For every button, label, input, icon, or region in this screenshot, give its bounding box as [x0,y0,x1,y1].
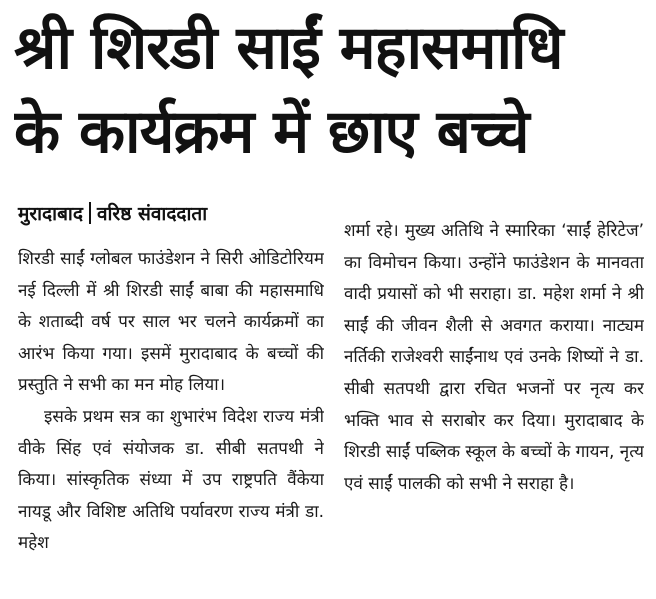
byline-divider [89,202,91,224]
article-paragraph-1: शिरडी साईं ग्लोबल फाउंडेशन ने सिरी ओडिटोरियम नई दिल्ली में श्री शिरडी साईं बाबा की महासमाधि के शताब्दी वर्ष पर साल भर चलने कार्यक्रमों का आरंभ किया गया। इसमें मुरादाबाद के बच्चों की प्रस्तुति ने सभी का मन मोह लिया। [18,249,324,396]
article-column-left [18,244,324,594]
byline [18,200,207,228]
headline-line-2: के कार्यक्रम में छाए बच्चे [14,97,529,167]
article-paragraph-2-start: इसके प्रथम सत्र का शुभारंभ विदेश राज्य मंत्री वीके सिंह एवं संयोजक डा. सीबी सतपथी ने किया। सांस्कृतिक संध्या में उप राष्ट्रपति वैंकेया नायडू और विशिष्ट अतिथि पर्यावरण राज्य मंत्री डा. महेश [18,406,324,554]
byline-reporter: वरिष्ठ संवाददाता [96,203,208,225]
headline-line-1: श्री शिरडी साईं महासमाधि [14,13,563,83]
byline-location: मुरादाबाद [18,203,83,225]
headline [14,6,644,174]
article-column-right [344,216,644,594]
article-paragraph-2-continued: शर्मा रहे। मुख्य अतिथि ने स्मारिका ‘साईं हेरिटेज’ का विमोचन किया। उन्होंने फाउंडेशन के मानवता वादी प्रयासों को भी सराहा। डा. महेश शर्मा ने श्री साईं की जीवन शैली से अवगत कराया। नाट्यम नर्तिकी राजेश्वरी साईंनाथ एवं उनके शिष्यों ने डा. सीबी सतपथी द्वारा रचित भजनों पर नृत्य कर भक्ति भाव से सराबोर कर दिया। मुरादाबाद के शिरडी साईं पब्लिक स्कूल के बच्चों के गायन, नृत्य एवं साईं पालकी को सभी ने सराहा है। [344,221,644,494]
